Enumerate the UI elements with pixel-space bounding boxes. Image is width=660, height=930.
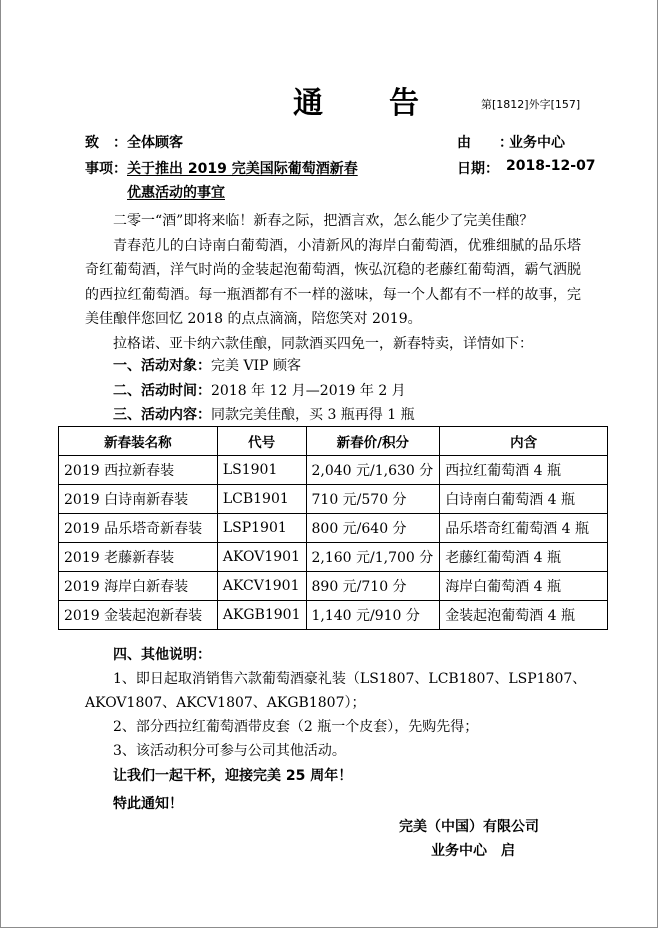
section-value: 2018 年 12 月—2019 年 2 月	[211, 383, 406, 399]
date-label: 日期：	[457, 161, 499, 177]
to-label: 致 ：	[85, 135, 127, 151]
paragraph-intro: 二零一“酒”即将来临！新春之际，把酒言欢，怎么能少了完美佳酿？	[113, 213, 534, 229]
date-value: 2018-12-07	[506, 158, 596, 174]
column-header: 新春价/积分	[306, 427, 440, 456]
table-cell: 老藤红葡萄酒 4 瓶	[440, 543, 608, 572]
table-cell: 2,040 元/1,630 分	[306, 456, 440, 485]
table-cell: 2,160 元/1,700 分	[306, 543, 440, 572]
table-cell: 2019 品乐塔奇新春装	[59, 514, 218, 543]
section-target	[113, 355, 301, 375]
promo-table	[58, 426, 608, 630]
table-cell: 2019 白诗南新春装	[59, 485, 218, 514]
table-cell: AKCV1901	[217, 572, 306, 601]
from-value: 业务中心	[509, 135, 565, 151]
table-row	[59, 543, 608, 572]
signature-department: 业务中心 启	[431, 843, 515, 859]
table-row	[59, 485, 608, 514]
table-cell: 710 元/570 分	[306, 485, 440, 514]
table-cell: 西拉红葡萄酒 4 瓶	[440, 456, 608, 485]
paragraph-wines: 青春范儿的白诗南白葡萄酒，小清新风的海岸白葡萄酒，优雅细腻的品乐塔奇红葡萄酒，洋气时尚的金装起泡葡萄酒，恢弘沉稳的老藤红葡萄酒，霸气洒脱的西拉红葡萄酒。每一瓶酒都有不一样的滋味，每一个人都有不一样的故事，完美佳酿伴您回忆 2018 的点点滴滴，陪您笑对 2019。	[85, 237, 581, 327]
column-header: 内含	[440, 427, 608, 456]
table-cell: 2019 老藤新春装	[59, 543, 218, 572]
section-label: 二、活动时间：	[113, 383, 211, 399]
table-header-row	[59, 427, 608, 456]
section-time	[113, 380, 406, 400]
notice-body	[85, 209, 581, 356]
subject-line-1: 关于推出 2019 完美国际葡萄酒新春	[127, 161, 358, 177]
table-row	[59, 601, 608, 630]
section-value: 同款完美佳酿，买 3 瓶再得 1 瓶	[211, 407, 415, 423]
table-cell: LCB1901	[217, 485, 306, 514]
section-value: 完美 VIP 顾客	[211, 358, 301, 374]
other-notes-heading: 四、其他说明：	[113, 647, 211, 663]
subject-line-2: 优惠活动的事宜	[127, 185, 225, 201]
table-cell: AKGB1901	[217, 601, 306, 630]
table-cell: 2019 海岸白新春装	[59, 572, 218, 601]
table-cell: 2019 金装起泡新春装	[59, 601, 218, 630]
notice-title: 通 告	[293, 86, 437, 121]
paragraph-offer: 拉格诺、亚卡纳六款佳酿，同款酒买四免一，新春特卖，详情如下：	[113, 335, 533, 352]
table-cell: 800 元/640 分	[306, 514, 440, 543]
table-cell: 2019 西拉新春装	[59, 456, 218, 485]
note-1: 1、即日起取消销售六款葡萄酒豪礼装（LS1807、LCB1807、LSP1807、	[113, 671, 587, 687]
table-cell: 白诗南白葡萄酒 4 瓶	[440, 485, 608, 514]
signature-company: 完美（中国）有限公司	[399, 819, 539, 835]
table-cell: 890 元/710 分	[306, 572, 440, 601]
note-3: 3、该活动积分可参与公司其他活动。	[113, 743, 346, 759]
note-1-continued: AKOV1807、AKCV1807、AKGB1807）；	[85, 695, 366, 711]
table-row	[59, 456, 608, 485]
section-content	[113, 404, 415, 424]
document-number: 第[1812]外字[157]	[481, 98, 581, 111]
table-cell: LS1901	[217, 456, 306, 485]
column-header: 代号	[217, 427, 306, 456]
table-cell: 品乐塔奇红葡萄酒 4 瓶	[440, 514, 608, 543]
from-label: 由 ：	[457, 135, 513, 151]
table-cell: LSP1901	[217, 514, 306, 543]
to-value: 全体顾客	[127, 135, 183, 151]
table-cell: 1,140 元/910 分	[306, 601, 440, 630]
table-cell: 海岸白葡萄酒 4 瓶	[440, 572, 608, 601]
table-row	[59, 514, 608, 543]
anniversary-slogan: 让我们一起干杯，迎接完美 25 周年！	[113, 768, 353, 784]
closing-text: 特此通知！	[113, 796, 183, 812]
column-header: 新春装名称	[59, 427, 218, 456]
section-label: 一、活动对象：	[113, 358, 211, 374]
section-label: 三、活动内容：	[113, 407, 211, 423]
table-cell: 金装起泡葡萄酒 4 瓶	[440, 601, 608, 630]
table-cell: AKOV1901	[217, 543, 306, 572]
subject-label: 事项：	[85, 161, 127, 177]
table-row	[59, 572, 608, 601]
note-2: 2、部分西拉红葡萄酒带皮套（2 瓶一个皮套），先购先得；	[113, 719, 479, 735]
